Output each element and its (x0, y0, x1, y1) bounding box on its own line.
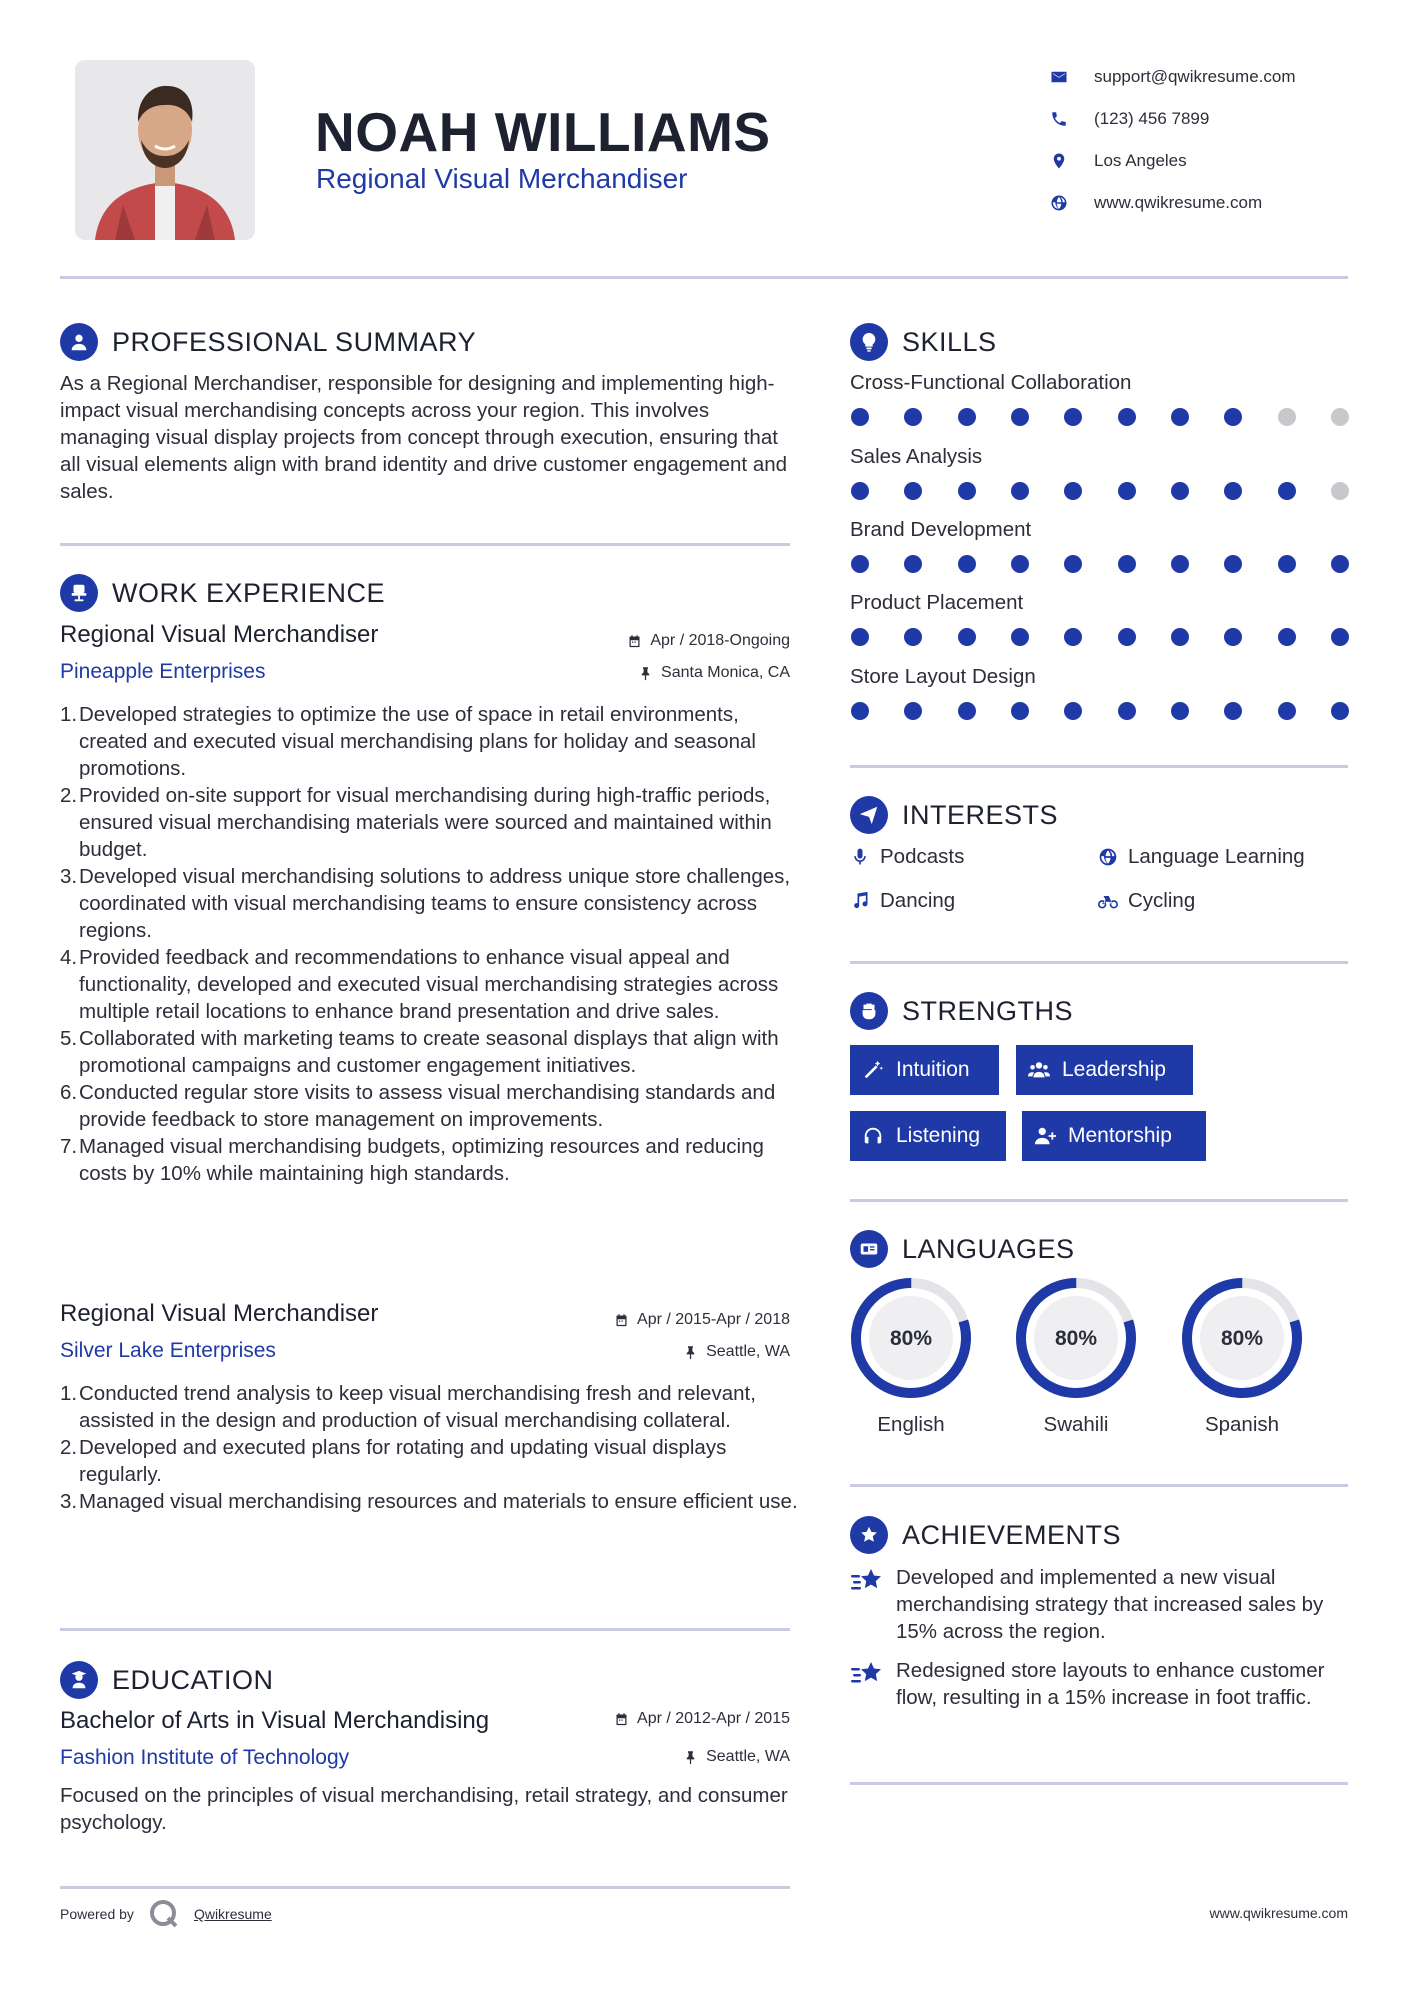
skill-dot-filled (1278, 702, 1296, 720)
education-heading-text: EDUCATION (112, 1664, 274, 1695)
skill-dot-filled (958, 482, 976, 500)
star-badge-icon (850, 1516, 888, 1554)
interest-item (1098, 889, 1195, 913)
graduate-icon (60, 1661, 98, 1699)
strength-label: Mentorship (1068, 1124, 1172, 1147)
skill-dot-filled (1011, 628, 1029, 646)
strengths-divider (850, 1199, 1348, 1202)
qwikresume-link[interactable]: Qwikresume (193, 1906, 272, 1922)
skill-name: Store Layout Design (850, 665, 1036, 688)
globe-icon (1098, 847, 1118, 867)
footer-powered-by (60, 1898, 272, 1930)
skill-rating (851, 408, 1349, 426)
pushpin-icon (638, 666, 653, 681)
interest-item (850, 889, 955, 913)
education-heading (60, 1661, 274, 1699)
skill-dot-filled (1278, 628, 1296, 646)
skill-dot-filled (1118, 482, 1136, 500)
contact-email-text: support@qwikresume.com (1094, 67, 1296, 86)
candidate-name: NOAH WILLIAMS (315, 101, 771, 163)
strengths-heading-text: STRENGTHS (902, 995, 1074, 1026)
summary-heading (60, 323, 476, 361)
briefcase-chair-icon (60, 574, 98, 612)
interests-divider (850, 961, 1348, 964)
skill-dot-filled (904, 482, 922, 500)
list-item: 3. Developed visual merchandising solutions to address unique store challenges, coordinated with visual merchandising teams to ensure consistency across regions. (60, 865, 791, 942)
strength-badge (850, 1111, 1006, 1161)
interest-item (850, 845, 964, 869)
qwikresume-logo-icon (148, 1898, 180, 1930)
magic-wand-icon (862, 1059, 884, 1081)
skill-dot-filled (1064, 628, 1082, 646)
job-1-location-text: Santa Monica, CA (661, 664, 790, 681)
achievement-text: Developed and implemented a new visual merchandising strategy that increased sales by 15% across the region. (896, 1566, 1324, 1643)
skill-dot-filled (851, 702, 869, 720)
achievements-heading (850, 1516, 1121, 1554)
contact-website-text: www.qwikresume.com (1094, 193, 1263, 212)
achievements-heading-text: ACHIEVEMENTS (902, 1519, 1122, 1550)
candidate-title: Regional Visual Merchandiser (316, 163, 688, 194)
bicycle-icon (1098, 891, 1118, 911)
music-note-icon (850, 891, 870, 911)
contact-email[interactable] (1050, 56, 1296, 98)
job-2-location-text: Seattle, WA (706, 1343, 790, 1360)
interest-label: Language Learning (1128, 845, 1305, 868)
skill-dot-filled (1331, 628, 1349, 646)
contact-phone-text: (123) 456 7899 (1094, 109, 1210, 128)
pushpin-icon (683, 1345, 698, 1360)
strength-label: Intuition (896, 1058, 970, 1081)
footer-website[interactable]: www.qwikresume.com (1209, 1905, 1348, 1921)
skill-dot-filled (1224, 628, 1242, 646)
skills-heading-text: SKILLS (902, 326, 997, 357)
skill-dot-filled (851, 482, 869, 500)
fist-icon (850, 992, 888, 1030)
skill-dot-filled (851, 408, 869, 426)
achievement-item (850, 1657, 1348, 1711)
skill-dot-filled (958, 628, 976, 646)
calendar-icon (614, 1712, 629, 1727)
skill-dot-filled (1331, 555, 1349, 573)
footer-divider (60, 1886, 790, 1889)
achievement-text: Redesigned store layouts to enhance customer flow, resulting in a 15% increase in foot traffic. (896, 1659, 1325, 1709)
achievements-divider (850, 1782, 1348, 1785)
skill-dot-filled (1118, 702, 1136, 720)
list-item: 1. Conducted trend analysis to keep visual merchandising fresh and relevant, assisted in the design and production of visual merchandising collateral. (60, 1382, 756, 1432)
language-name: Swahili (1043, 1413, 1109, 1436)
skill-dot-filled (1224, 408, 1242, 426)
education-location (560, 1748, 790, 1766)
skill-dot-filled (1011, 408, 1029, 426)
skill-dot-filled (904, 628, 922, 646)
skill-dot-filled (1171, 408, 1189, 426)
skill-dot-filled (1171, 555, 1189, 573)
contact-location-text: Los Angeles (1094, 151, 1187, 170)
interests-heading-text: INTERESTS (902, 799, 1059, 830)
shooting-star-icon (850, 1659, 884, 1689)
job-1-company: Pineapple Enterprises (60, 660, 266, 683)
summary-divider (60, 543, 790, 546)
skill-dot-filled (1224, 702, 1242, 720)
summary-heading-text: PROFESSIONAL SUMMARY (112, 326, 477, 357)
language-gauge (1180, 1276, 1304, 1400)
globe-icon (1050, 194, 1068, 212)
skills-heading (850, 323, 997, 361)
skill-dot-filled (1064, 555, 1082, 573)
pushpin-icon (683, 1750, 698, 1765)
skill-dot-filled (1064, 408, 1082, 426)
gauge-percent: 80% (889, 1327, 933, 1350)
map-pin-icon (1050, 152, 1068, 170)
skill-dot-filled (1224, 555, 1242, 573)
skill-rating (851, 702, 1349, 720)
strength-label: Listening (896, 1124, 981, 1147)
skill-dot-filled (1278, 482, 1296, 500)
strength-badge (1016, 1045, 1193, 1095)
experience-heading-text: WORK EXPERIENCE (112, 577, 386, 608)
education-degree: Bachelor of Arts in Visual Merchandising (60, 1707, 490, 1734)
experience-heading (60, 574, 385, 612)
contact-list (1050, 56, 1296, 224)
job-2-title: Regional Visual Merchandiser (60, 1300, 379, 1327)
skills-divider (850, 765, 1348, 768)
user-icon (60, 323, 98, 361)
microphone-icon (850, 847, 870, 867)
language-gauge (1014, 1276, 1138, 1400)
achievement-item (850, 1564, 1348, 1645)
interests-heading (850, 796, 1058, 834)
education-date (560, 1710, 790, 1728)
skill-dot-filled (904, 408, 922, 426)
headphones-icon (862, 1125, 884, 1147)
skill-dot-filled (1118, 628, 1136, 646)
languages-heading (850, 1230, 1075, 1268)
strength-badge (850, 1045, 999, 1095)
job-2-date-text: Apr / 2015-Apr / 2018 (637, 1311, 790, 1328)
skill-dot-empty (1331, 482, 1349, 500)
skill-dot-filled (1224, 482, 1242, 500)
language-name: Spanish (1204, 1413, 1280, 1436)
skill-dot-filled (1011, 555, 1029, 573)
list-item: 3. Managed visual merchandising resources and materials to ensure efficient use. (60, 1490, 798, 1513)
job-2-company: Silver Lake Enterprises (60, 1339, 276, 1362)
interest-item (1098, 845, 1305, 869)
job-2-date (560, 1311, 790, 1329)
education-school: Fashion Institute of Technology (60, 1746, 350, 1769)
languages-divider (850, 1484, 1348, 1487)
skill-dot-filled (958, 702, 976, 720)
job-1-location (560, 664, 790, 682)
contact-location (1050, 140, 1296, 182)
education-description: Focused on the principles of visual merchandising, retail strategy, and consumer psychology. (60, 1784, 788, 1834)
skill-dot-filled (851, 628, 869, 646)
job-2-location (560, 1343, 790, 1361)
gauge-percent: 80% (1054, 1327, 1098, 1350)
envelope-icon (1050, 68, 1068, 86)
paper-plane-icon (850, 796, 888, 834)
strengths-heading (850, 992, 1073, 1030)
shooting-star-icon (850, 1566, 884, 1596)
contact-phone[interactable] (1050, 98, 1296, 140)
skill-dot-empty (1278, 408, 1296, 426)
skill-dot-filled (1171, 482, 1189, 500)
language-card-icon (850, 1230, 888, 1268)
skill-dot-filled (1331, 702, 1349, 720)
list-item: 5. Collaborated with marketing teams to create seasonal displays that align with promotional campaigns and customer engagement initiatives. (60, 1027, 779, 1077)
skill-dot-filled (958, 408, 976, 426)
phone-icon (1050, 110, 1068, 128)
skill-rating (851, 482, 1349, 500)
powered-by-text: Powered by (60, 1906, 134, 1922)
skill-dot-filled (904, 555, 922, 573)
list-item: 6. Conducted regular store visits to assess visual merchandising standards and provide feedback to store management on improvements. (60, 1081, 776, 1131)
job-1-date (560, 632, 790, 650)
skill-dot-filled (851, 555, 869, 573)
skill-dot-filled (1011, 482, 1029, 500)
summary-text: As a Regional Merchandiser, responsible for designing and implementing high-impact visual merchandising concepts across your region. This involves managing visual display projects from concept through execution, ensuring that all visual elements align with brand identity and drive customer engagement and sales. (60, 372, 788, 503)
skill-dot-filled (1171, 628, 1189, 646)
skill-rating (851, 628, 1349, 646)
skill-dot-filled (1278, 555, 1296, 573)
skill-name: Brand Development (850, 518, 1032, 541)
experience-divider (60, 1628, 790, 1631)
calendar-icon (614, 1313, 629, 1328)
skill-name: Cross-Functional Collaboration (850, 371, 1132, 394)
contact-website[interactable] (1050, 182, 1296, 224)
header-divider (60, 276, 1348, 279)
skill-name: Product Placement (850, 591, 1024, 614)
interest-label: Podcasts (880, 845, 965, 868)
job-1-title: Regional Visual Merchandiser (60, 621, 379, 648)
strength-label: Leadership (1062, 1058, 1166, 1081)
skill-rating (851, 555, 1349, 573)
skill-dot-filled (1118, 555, 1136, 573)
lightbulb-icon (850, 323, 888, 361)
education-date-text: Apr / 2012-Apr / 2015 (637, 1710, 790, 1727)
job-1-date-text: Apr / 2018-Ongoing (650, 632, 790, 649)
skill-name: Sales Analysis (850, 445, 983, 468)
skill-dot-filled (1171, 702, 1189, 720)
languages-heading-text: LANGUAGES (902, 1233, 1075, 1264)
skill-dot-filled (1118, 408, 1136, 426)
list-item: 1. Developed strategies to optimize the use of space in retail environments, created and executed visual merchandising plans for holiday and seasonal promotions. (60, 703, 756, 780)
skill-dot-filled (958, 555, 976, 573)
profile-photo (75, 60, 255, 240)
skill-dot-filled (1064, 482, 1082, 500)
interest-label: Dancing (880, 889, 956, 912)
interest-label: Cycling (1128, 889, 1196, 912)
calendar-icon (627, 634, 642, 649)
skill-dot-filled (904, 702, 922, 720)
list-item: 4. Provided feedback and recommendations to enhance visual appeal and functionality, developed and executed visual merchandising strategies across multiple retail locations to enhance brand presentation and drive sales. (60, 946, 779, 1023)
users-icon (1028, 1059, 1050, 1081)
user-plus-icon (1034, 1125, 1056, 1147)
skill-dot-filled (1064, 702, 1082, 720)
gauge-percent: 80% (1220, 1327, 1264, 1350)
job-2-bullets (60, 1380, 800, 1515)
list-item: 7. Managed visual merchandising budgets, optimizing resources and reducing costs by 10% while maintaining high standards. (60, 1135, 764, 1185)
list-item: 2. Developed and executed plans for rotating and updating visual displays regularly. (60, 1436, 727, 1486)
education-location-text: Seattle, WA (706, 1748, 790, 1765)
strength-badge (1022, 1111, 1206, 1161)
skill-dot-filled (1011, 702, 1029, 720)
list-item: 2. Provided on-site support for visual merchandising during high-traffic periods, ensured visual merchandising materials were sourced and maintained within budget. (60, 784, 772, 861)
skill-dot-empty (1331, 408, 1349, 426)
language-name: English (877, 1413, 945, 1436)
job-1-bullets (60, 701, 800, 1187)
language-gauge (849, 1276, 973, 1400)
